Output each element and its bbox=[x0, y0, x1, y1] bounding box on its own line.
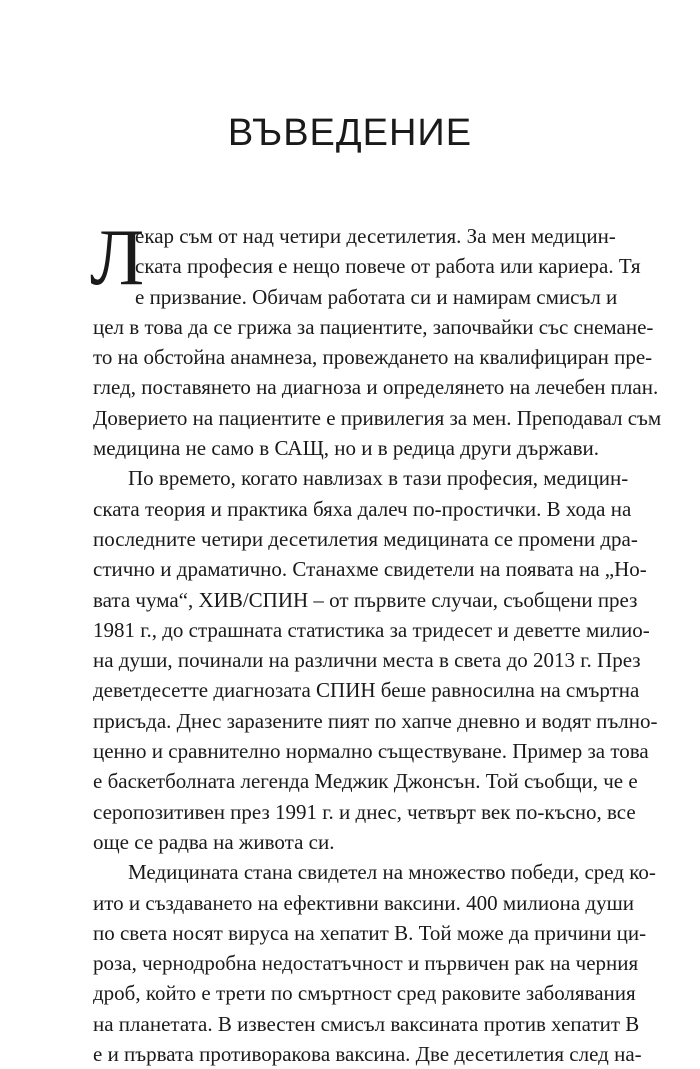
drop-cap: Л bbox=[90, 214, 145, 302]
text-line: вата чума“, ХИВ/СПИН – от първите случаи, съобщени през bbox=[93, 587, 638, 612]
text-line: екар съм от над четири десетилетия. За мен медицин- bbox=[135, 224, 616, 248]
paragraph-3 bbox=[93, 857, 656, 1069]
text-line: ската теория и практика бяха далеч по-простички. В хода на bbox=[93, 496, 632, 521]
text-line: серопозитивен през 1991 г. и днес, четвърт век по-късно, все bbox=[93, 799, 636, 824]
text-line: глед, поставянето на диагноза и определянето на лечебен план. bbox=[93, 375, 659, 400]
text-line: присъда. Днес заразените пият по хапче дневно и водят пълно- bbox=[93, 708, 658, 733]
text-line: По времето, когато навлизах в тази професия, медицин- bbox=[128, 466, 629, 491]
text-line: роза, чернодробна недостатъчност и първичен рак на черния bbox=[93, 951, 639, 976]
text-line: ската професия е нещо повече от работа или кариера. Тя bbox=[135, 254, 641, 279]
text-line: ценно и сравнително нормално съществуване. Пример за това bbox=[93, 739, 649, 764]
text-line: ито и създаването на ефективни ваксини. 400 милиона души bbox=[93, 890, 635, 915]
paragraph-2 bbox=[93, 463, 658, 857]
text-line: Доверието на пациентите е привилегия за мен. Преподавал съм bbox=[93, 405, 662, 430]
text-line: то на обстойна анамнеза, провеждането на квалифициран пре- bbox=[93, 345, 653, 370]
text-line: по света носят вируса на хепатит B. Той може да причини ци- bbox=[93, 920, 647, 945]
text-line: на души, починали на различни места в света до 2013 г. През bbox=[93, 648, 641, 673]
text-line: Медицината стана свидетел на множество победи, сред ко- bbox=[128, 860, 656, 885]
text-line: е призвание. Обичам работата си и намирам смисъл и bbox=[135, 284, 618, 309]
text-line: е баскетболната легенда Меджик Джонсън. Той съобщи, че е bbox=[93, 769, 638, 794]
text-line: цел в това да се грижа за пациентите, започвайки със снемане- bbox=[93, 314, 654, 339]
text-line: стично и драматично. Станахме свидетели на появата на „Но- bbox=[93, 557, 647, 582]
text-line: още се радва на живота си. bbox=[93, 829, 335, 854]
text-line: дроб, който е трети по смъртност сред раковите заболявания bbox=[93, 981, 636, 1006]
paragraph-1 bbox=[93, 221, 662, 463]
text-line: последните четири десетилетия медицината се промени дра- bbox=[93, 526, 638, 551]
text-line: е и първата противоракова ваксина. Две десетилетия след на- bbox=[93, 1042, 642, 1067]
text-line: деветдесетте диагнозата СПИН беше равносилна на смъртна bbox=[93, 678, 640, 703]
body-text bbox=[90, 214, 662, 1069]
text-line: 1981 г., до страшната статистика за тридесет и деветте милио- bbox=[93, 617, 650, 642]
chapter-title: ВЪВЕДЕНИЕ bbox=[227, 112, 473, 154]
text-line: медицина не само в САЩ, но и в редица други държави. bbox=[93, 436, 599, 461]
text-line: на планетата. В известен смисъл ваксината против хепатит B bbox=[93, 1011, 640, 1036]
